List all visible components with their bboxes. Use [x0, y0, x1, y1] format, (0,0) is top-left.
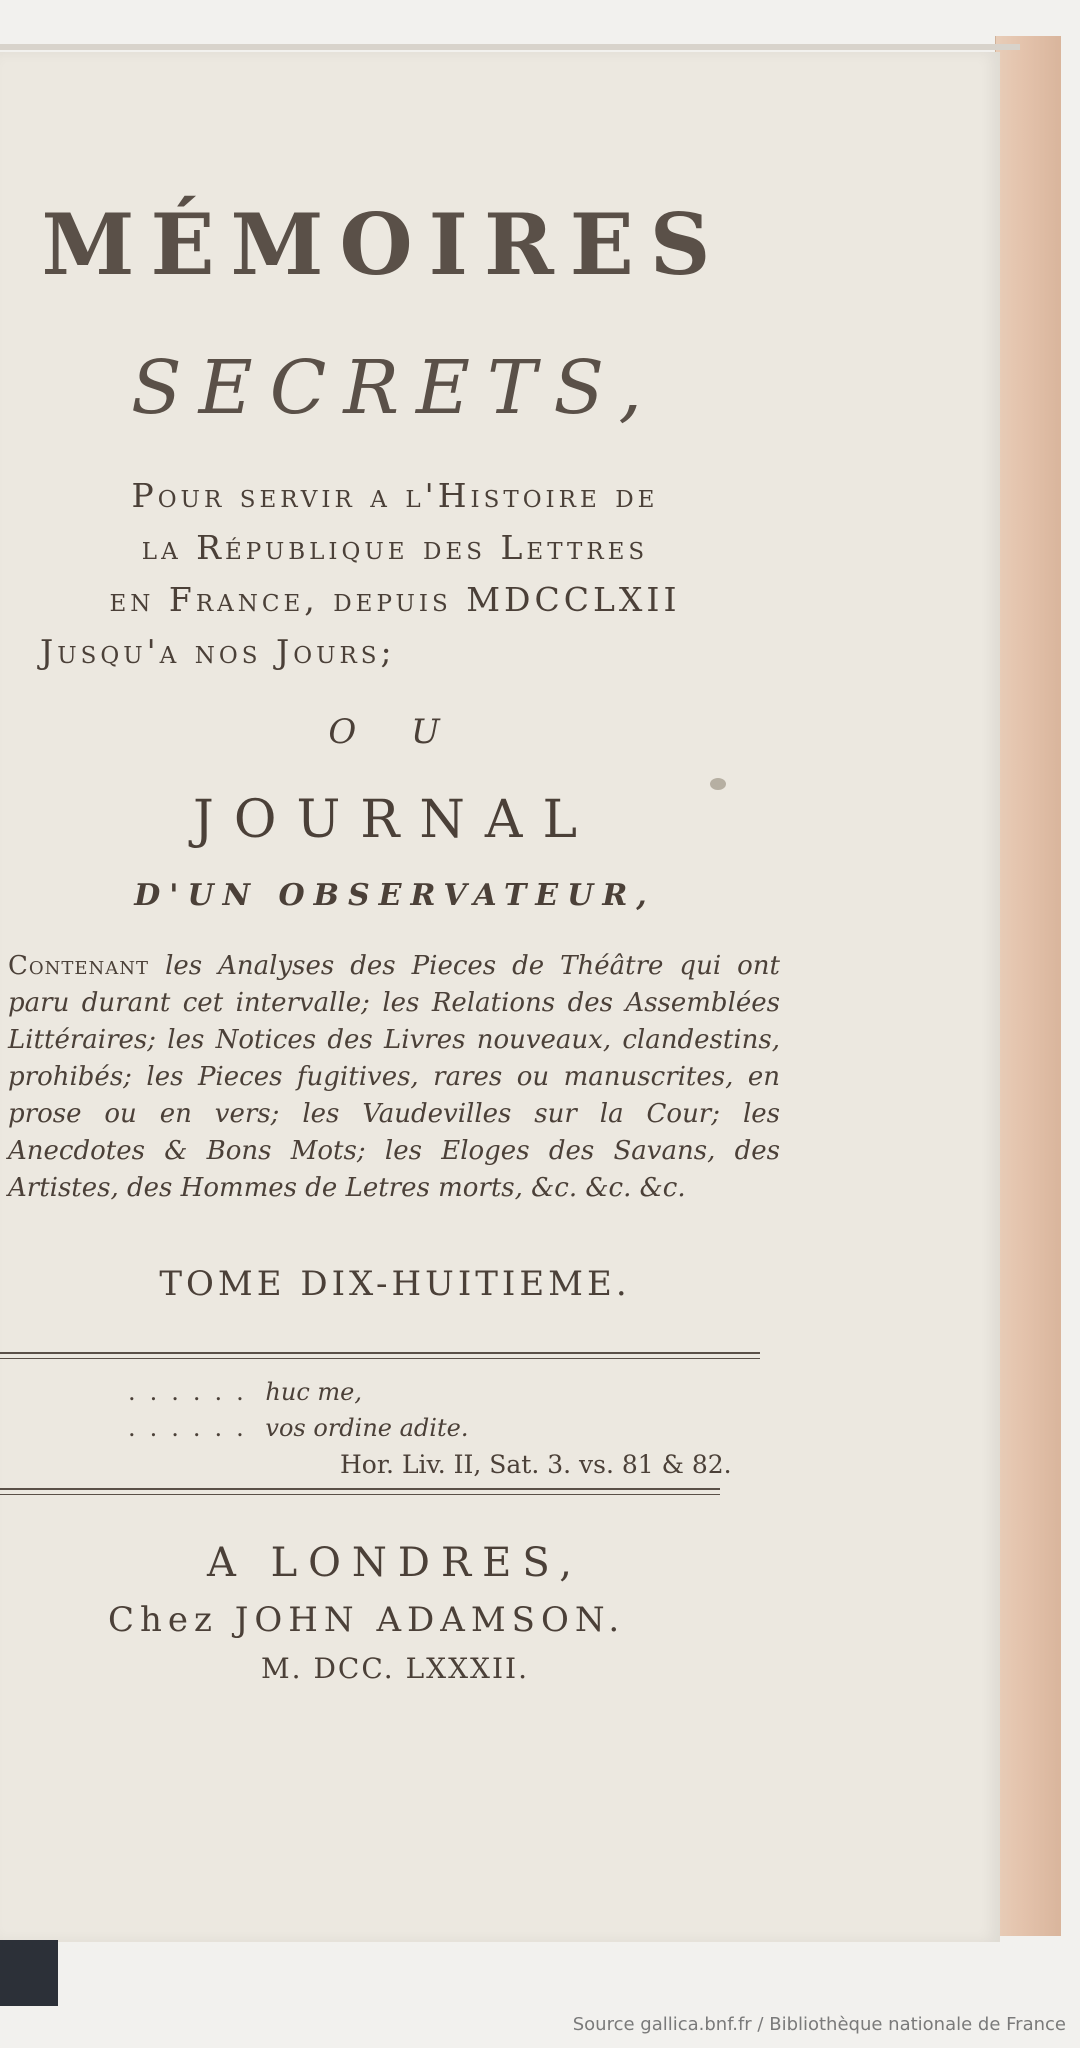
epigraph-citation: Hor. Liv. II, Sat. 3. vs. 81 & 82. — [340, 1450, 732, 1479]
epigraph-line-2: ...... vos ordine adite. — [128, 1414, 469, 1442]
purpose-line-4: Jusqu'a nos Jours; — [40, 632, 396, 671]
rule-top-thin — [0, 1358, 760, 1359]
purpose-line-2: la République des Lettres — [141, 528, 649, 567]
rule-top — [0, 1352, 760, 1354]
journal-heading: JOURNAL — [192, 790, 598, 850]
imprint-publisher: Chez JOHN ADAMSON. — [108, 1600, 626, 1640]
rule-bottom — [0, 1488, 720, 1490]
observateur-heading: D'UN OBSERVATEUR, — [134, 878, 656, 913]
purpose-line-3: en France, depuis MDCCLXII — [109, 580, 681, 619]
source-credit: Source gallica.bnf.fr / Bibliothèque nationale de France — [572, 2014, 1066, 2035]
purpose-line-1: Pour servir a l'Histoire de — [131, 476, 659, 515]
volume-label: TOME DIX-HUITIEME. — [159, 1264, 631, 1304]
book-subtitle: SECRETS, — [130, 345, 659, 431]
contents-text: les Analyses des Pieces de Théâtre qui ont paru durant cet intervalle; les Relations des Assemblées Littéraires; les Notices des Livres nouveaux, clandestins, prohibés; les Pieces fugitives, rares ou manuscrites, en prose ou en vers; les Vaudevilles sur la Cour; les Anecdotes & Bons Mots; les Eloges des Savans, des Artistes, des Hommes de Letres morts, &c. &c. &c. — [8, 951, 780, 1203]
page-top-shadow — [0, 44, 1020, 50]
ou-separator: O U — [328, 712, 462, 752]
imprint-city: A LONDRES, — [206, 1540, 584, 1586]
rule-bottom-thin — [0, 1494, 720, 1495]
ink-stain — [710, 778, 726, 790]
book-title: MÉMOIRES — [41, 195, 727, 294]
scanner-clip — [0, 1940, 58, 2006]
epigraph-line-1: ...... huc me, — [128, 1378, 362, 1406]
imprint-year: M. DCC. LXXXII. — [261, 1652, 529, 1685]
book-page-edges — [995, 36, 1061, 1936]
contents-description — [8, 948, 780, 1207]
contents-lead: Contenant — [8, 951, 150, 981]
